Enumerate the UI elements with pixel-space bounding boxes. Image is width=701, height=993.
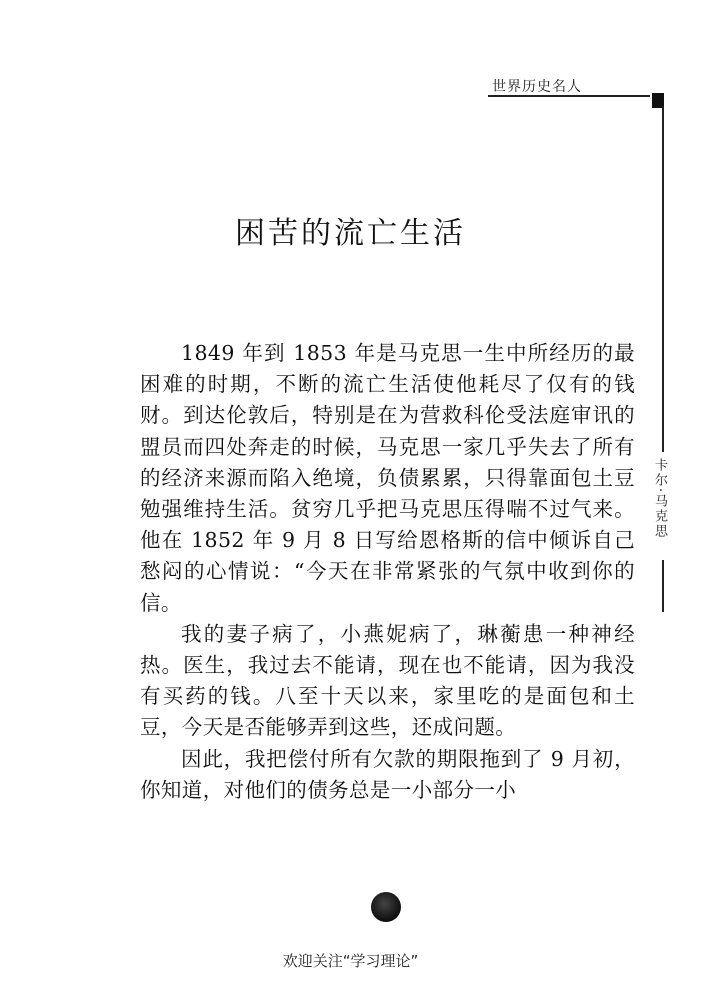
side-rule-top	[662, 106, 664, 452]
body-text	[140, 338, 635, 806]
series-title: 世界历史名人	[492, 79, 582, 95]
paragraph: 1849 年到 1853 年是马克思一生中所经历的最困难的时期，不断的流亡生活使他耗尽了仅有的钱财。到达伦敦后，特别是在为营救科伦受法庭审讯的盟员而四处奔走的时候，马克思一家几乎失去了所有的经济来源而陷入绝境，负债累累，只得靠面包土豆勉强维持生活。贫穷几乎把马克思压得喘不过气来。他在 1852 年 9 月 8 日写给恩格斯的信中倾诉自己愁闷的心情说：“今天在非常紧张的气氛中收到你的信。	[140, 341, 635, 615]
page-dot-icon	[371, 892, 401, 922]
side-person-label: 卡尔·马克思	[652, 458, 667, 540]
paragraph: 因此，我把偿付所有欠款的期限拖到了 9 月初，你知道，对他们的债务总是一小部分一小	[140, 746, 635, 802]
chapter-title: 困苦的流亡生活	[235, 216, 466, 251]
header-rule	[488, 95, 650, 97]
side-rule-bottom	[662, 560, 664, 612]
paragraph: 我的妻子病了，小燕妮病了，琳蘅患一种神经热。医生，我过去不能请，现在也不能请，因为我没有买药的钱。八至十天以来，家里吃的是面包和土豆，今天是否能够弄到这些，还成问题。	[140, 621, 635, 740]
footer-note: 欢迎关注“学习理论”	[282, 952, 419, 970]
